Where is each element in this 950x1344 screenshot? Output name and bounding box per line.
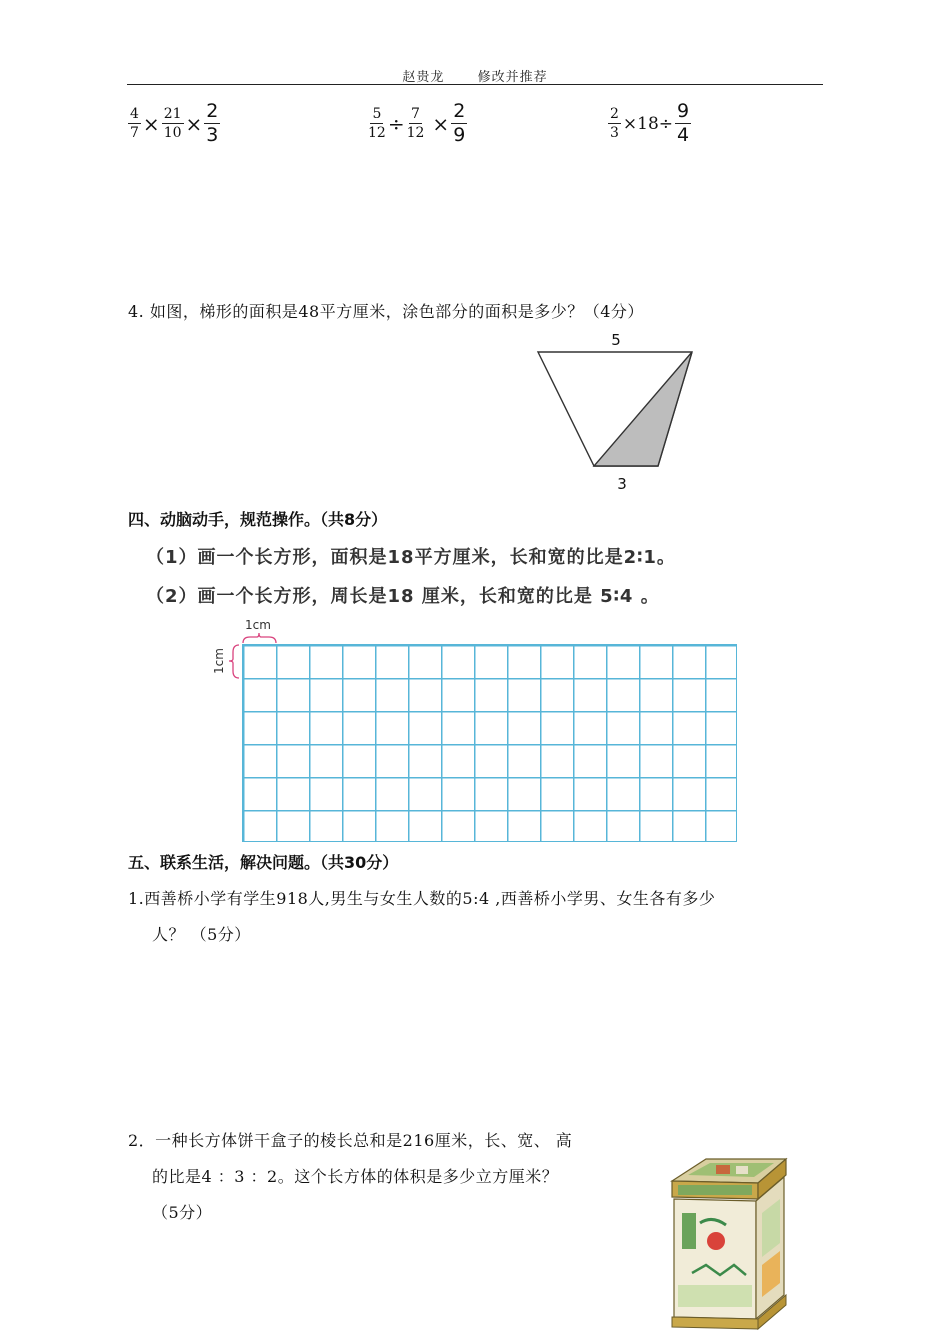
fraction [368, 107, 386, 140]
page-header [0, 66, 950, 85]
operator: × [185, 111, 203, 136]
top-base-label: 5 [611, 331, 621, 349]
drawing-grid[interactable] [242, 644, 737, 842]
numerator: 2 [453, 100, 466, 122]
numerator: 2 [610, 106, 619, 122]
operator: × [432, 111, 450, 136]
section-5-title: 五、联系生活，解决问题。（共30分） [128, 853, 399, 872]
numerator: 2 [206, 100, 219, 122]
task-2: （2）画一个长方形，周长是18 厘米，长和宽的比是 5∶4 。 [146, 586, 660, 607]
vertical-brace [228, 644, 240, 680]
biscuit-tin-image [666, 1153, 792, 1331]
grid-cells[interactable] [242, 644, 737, 842]
fraction [608, 107, 621, 140]
numerator: 5 [372, 106, 382, 122]
trapezoid-figure [530, 326, 705, 496]
fraction [451, 102, 467, 145]
unit-label-vertical: 1cm [211, 648, 226, 674]
fraction [162, 107, 184, 140]
section-5-q2-line-2: 的比是4 ：3 ：2。这个长方体的体积是多少立方厘米？ [152, 1167, 559, 1186]
denominator: 3 [206, 124, 219, 146]
section-5-q2-line-3: （5分） [152, 1203, 213, 1222]
horizontal-brace [242, 632, 278, 644]
section-5-q1-line-1: 1.西善桥小学有学生918人,男生与女生人数的5:4 ,西善桥小学男、女生各有多少 [128, 889, 716, 908]
operator: ÷ [387, 111, 405, 136]
fraction [407, 107, 425, 140]
denominator: 4 [677, 124, 690, 146]
numerator: 9 [677, 100, 690, 122]
expression-3 [608, 102, 691, 145]
operator: ×18÷ [622, 113, 674, 134]
denominator: 12 [406, 125, 425, 141]
question-4-text: 4. 如图，梯形的面积是48平方厘米，涂色部分的面积是多少？（4分） [128, 302, 644, 321]
header-author: 赵贵龙 [402, 70, 445, 85]
section-5-q2-line-1: 2．一种长方体饼干盒子的棱长总和是216厘米，长、宽、 高 [128, 1131, 573, 1150]
header-note: 修改并推荐 [477, 70, 548, 85]
denominator: 12 [368, 125, 386, 141]
numerator: 21 [163, 106, 182, 122]
unit-label-horizontal: 1cm [245, 618, 271, 632]
fraction [128, 107, 141, 140]
operator: × [142, 111, 160, 136]
numerator: 4 [130, 106, 139, 122]
fraction [675, 102, 691, 145]
header-rule [127, 84, 823, 85]
denominator: 10 [163, 125, 182, 141]
expression-2 [368, 102, 467, 145]
fraction [204, 102, 220, 145]
denominator: 9 [453, 124, 466, 146]
section-5-q1-line-2: 人？ （5分） [152, 925, 251, 944]
denominator: 7 [130, 125, 139, 141]
bottom-base-label: 3 [617, 475, 627, 493]
denominator: 3 [610, 125, 619, 141]
expression-1 [128, 102, 220, 145]
task-1: （1）画一个长方形，面积是18平方厘米，长和宽的比是2∶1。 [146, 547, 676, 568]
numerator: 7 [411, 106, 420, 122]
section-4-title: 四、动脑动手，规范操作。（共8分） [128, 510, 388, 529]
